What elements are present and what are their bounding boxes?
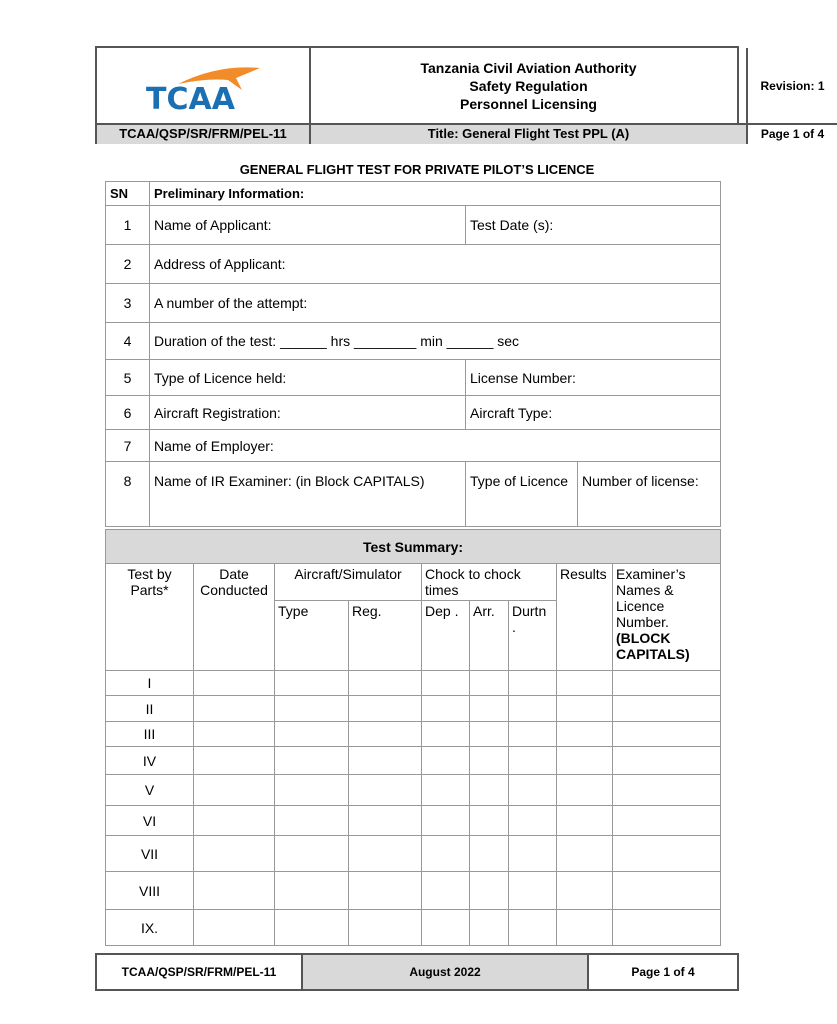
sn-3: 3 [106,284,150,323]
table-row [106,836,721,872]
part-label: VII [106,836,194,872]
test-date-field[interactable]: Test Date (s): [466,206,721,245]
part-label: I [106,671,194,696]
col-aircraft-simulator: Aircraft/Simulator [275,564,422,601]
header-title-line-1: Tanzania Civil Aviation Authority [420,60,637,76]
col-results: Results [557,564,613,671]
part-label: III [106,722,194,747]
part-label: IV [106,747,194,775]
employer-field[interactable]: Name of Employer: [150,430,721,462]
document-footer [95,953,739,991]
sn-8: 8 [106,462,150,527]
logo-text: TCAA [146,81,235,117]
table-row [106,806,721,836]
col-test-by-parts: Test by Parts* [106,564,194,671]
test-duration-field[interactable]: Duration of the test: ______ hrs ________ min ______ sec [150,323,721,360]
applicant-name-field[interactable]: Name of Applicant: [150,206,466,245]
test-summary-title: Test Summary: [106,530,721,564]
footer-doc-code: TCAA/QSP/SR/FRM/PEL-11 [97,955,303,989]
sn-2: 2 [106,245,150,284]
examiner-header-text: Examiner’s Names & Licence Number. [616,566,686,630]
section-header: Preliminary Information: [150,182,721,206]
preliminary-info-table [105,181,721,527]
doc-title: Title: General Flight Test PPL (A) [311,125,748,144]
table-row [106,696,721,722]
revision-label: Revision: 1 [748,48,837,125]
sn-4: 4 [106,323,150,360]
doc-code: TCAA/QSP/SR/FRM/PEL-11 [97,125,311,144]
sn-1: 1 [106,206,150,245]
page-title: GENERAL FLIGHT TEST FOR PRIVATE PILOT’S LICENCE [239,162,595,177]
tcaa-logo [138,56,268,116]
licence-held-field[interactable]: Type of Licence held: [150,360,466,396]
examiner-license-number-field[interactable]: Number of license: [578,462,721,527]
part-label: VI [106,806,194,836]
attempt-number-field[interactable]: A number of the attempt: [150,284,721,323]
examiner-header-bold: (BLOCK CAPITALS) [616,630,690,662]
applicant-address-field[interactable]: Address of Applicant: [150,245,721,284]
table-row [106,671,721,696]
logo-cell [97,48,311,125]
col-type: Type [275,601,349,671]
test-summary-table [105,529,721,946]
aircraft-type-field[interactable]: Aircraft Type: [466,396,721,430]
header-title [311,48,748,125]
table-row [106,747,721,775]
col-date-conducted: Date Conducted [194,564,275,671]
col-durtn: Durtn . [509,601,557,671]
page-number: Page 1 of 4 [760,127,825,141]
footer-date: August 2022 [303,955,589,989]
part-label: VIII [106,872,194,910]
sn-5: 5 [106,360,150,396]
table-row [106,775,721,806]
examiner-name-field[interactable]: Name of IR Examiner: (in Block CAPITALS) [150,462,466,527]
col-chock-times: Chock to chock times [422,564,557,601]
sn-header: SN [106,182,150,206]
table-row [106,872,721,910]
license-number-field[interactable]: License Number: [466,360,721,396]
part-label: V [106,775,194,806]
aircraft-registration-field[interactable]: Aircraft Registration: [150,396,466,430]
col-examiner [613,564,721,671]
part-label: IX. [106,910,194,946]
sn-6: 6 [106,396,150,430]
sn-7: 7 [106,430,150,462]
header-title-line-2: Safety Regulation [469,78,588,94]
table-row [106,910,721,946]
col-reg: Reg. [349,601,422,671]
table-row [106,722,721,747]
document-header [95,46,825,144]
part-label: II [106,696,194,722]
header-title-line-3: Personnel Licensing [460,96,597,112]
col-arr: Arr. [470,601,509,671]
footer-page: Page 1 of 4 [631,965,695,979]
examiner-licence-type-field[interactable]: Type of Licence [466,462,578,527]
col-dep: Dep . [422,601,470,671]
